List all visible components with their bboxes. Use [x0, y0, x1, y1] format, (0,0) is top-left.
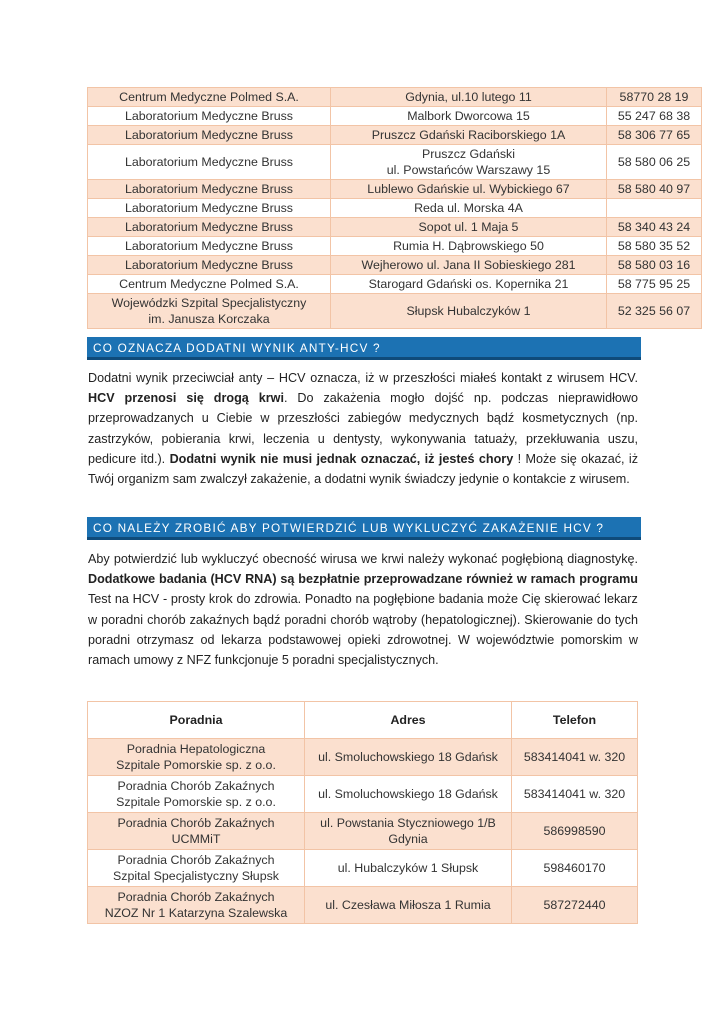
lab-phone: 55 247 68 38: [607, 107, 702, 126]
lab-name: Laboratorium Medyczne Bruss: [88, 218, 331, 237]
lab-name: Centrum Medyczne Polmed S.A.: [88, 275, 331, 294]
paragraph-text: Dodatni wynik przeciwciał anty – HCV oznacza, iż w przeszłości miałeś kontakt z wirusem HCV.: [88, 371, 638, 385]
paragraph-text: Test na HCV - prosty krok do zdrowia. Ponadto na pogłębione badania może Cię skierować lekarz w poradni chorób zakaźnych bądź poradni chorób wątroby (hepatologicznej). Skierowanie do tych poradni otrzymasz od lekarza podstawowej opieki zdrowotnej. W województwie pomorskim w ramach umowy z NFZ funkcjonuje 5 poradni specjalistycznych.: [88, 592, 638, 668]
clinic-name-line1: Poradnia Chorób Zakaźnych: [117, 816, 275, 830]
lab-address: Starogard Gdański os. Kopernika 21: [331, 275, 607, 294]
lab-address: Gdynia, ul.10 lutego 11: [331, 88, 607, 107]
header-clinic: Poradnia: [88, 702, 305, 739]
clinic-name: [88, 850, 305, 887]
lab-phone: 58 580 40 97: [607, 180, 702, 199]
lab-phone: [607, 199, 702, 218]
clinic-address: [305, 813, 512, 850]
clinic-name-line1: Poradnia Hepatologiczna: [126, 742, 266, 756]
clinic-name-line2: Szpitale Pomorskie sp. z o.o.: [116, 758, 276, 772]
clinic-address: ul. Smoluchowskiego 18 Gdańsk: [305, 739, 512, 776]
lab-name-line2: im. Janusza Korczaka: [148, 312, 270, 326]
lab-address: Sopot ul. 1 Maja 5: [331, 218, 607, 237]
lab-address: Malbork Dworcowa 15: [331, 107, 607, 126]
clinic-address: ul. Hubalczyków 1 Słupsk: [305, 850, 512, 887]
section-paragraph-positive-result: [88, 368, 638, 489]
clinic-address-line1: ul. Powstania Styczniowego 1/B: [320, 816, 496, 830]
lab-address-line1: Pruszcz Gdański: [422, 147, 515, 161]
paragraph-bold-text: Dodatkowe badania (HCV RNA) są bezpłatnie przeprowadzane również w ramach programu: [88, 572, 638, 587]
table-row: [88, 88, 702, 107]
lab-phone: 58 580 35 52: [607, 237, 702, 256]
clinic-phone: 583414041 w. 320: [512, 776, 638, 813]
lab-name: Laboratorium Medyczne Bruss: [88, 180, 331, 199]
clinic-name-line2: NZOZ Nr 1 Katarzyna Szalewska: [104, 906, 288, 920]
clinic-address-line2: Gdynia: [388, 832, 428, 846]
lab-name-line1: Wojewódzki Szpital Specjalistyczny: [111, 296, 307, 310]
paragraph-text: Aby potwierdzić lub wykluczyć obecność wirusa we krwi należy wykonać pogłębioną diagnostykę.: [88, 552, 638, 566]
clinic-name: [88, 739, 305, 776]
table-row: [88, 739, 638, 776]
table-row: [88, 776, 638, 813]
section-paragraph-confirm-infection: [88, 549, 638, 670]
table-row: [88, 145, 702, 180]
lab-phone: 58 580 03 16: [607, 256, 702, 275]
clinic-phone: 587272440: [512, 887, 638, 924]
table-header-row: [88, 702, 638, 739]
lab-phone: 58770 28 19: [607, 88, 702, 107]
clinic-address: ul. Smoluchowskiego 18 Gdańsk: [305, 776, 512, 813]
clinic-phone: 583414041 w. 320: [512, 739, 638, 776]
lab-address: Wejherowo ul. Jana II Sobieskiego 281: [331, 256, 607, 275]
lab-address: Rumia H. Dąbrowskiego 50: [331, 237, 607, 256]
lab-phone: 52 325 56 07: [607, 294, 702, 329]
paragraph-text: ! Może się okazać, iż Twój organizm sam zwalczył zakażenie, a dodatni wynik świadczy jedynie o kontakcie z wirusem.: [88, 451, 638, 487]
clinic-address: ul. Czesława Miłosza 1 Rumia: [305, 887, 512, 924]
paragraph-text: . Do zakażenia mogło dojść np. podczas nieprawidłowo przeprowadzanych u Ciebie w przeszłości zabiegów medycznych bądź kosmetycznych (np. zastrzyków, pobierania krwi, leczenia u dentysty, wykonywania tatuaży, przekłuwania uszu, pedicure itd.).: [88, 391, 638, 466]
lab-address: Reda ul. Morska 4A: [331, 199, 607, 218]
lab-name: Laboratorium Medyczne Bruss: [88, 107, 331, 126]
lab-name: Laboratorium Medyczne Bruss: [88, 126, 331, 145]
table-row: [88, 218, 702, 237]
lab-name: Laboratorium Medyczne Bruss: [88, 256, 331, 275]
section-header-positive-result: CO OZNACZA DODATNI WYNIK ANTY-HCV ?: [87, 337, 641, 360]
lab-name: Laboratorium Medyczne Bruss: [88, 199, 331, 218]
lab-name: Laboratorium Medyczne Bruss: [88, 237, 331, 256]
lab-address-line2: ul. Powstańców Warszawy 15: [386, 163, 551, 177]
clinic-name-line1: Poradnia Chorób Zakaźnych: [117, 890, 275, 904]
clinic-name: [88, 776, 305, 813]
clinic-name-line1: Poradnia Chorób Zakaźnych: [117, 853, 275, 867]
paragraph-bold-text: Dodatni wynik nie musi jednak oznaczać, iż jesteś chory: [169, 451, 514, 466]
lab-address: [331, 145, 607, 180]
clinic-name-line2: Szpital Specjalistyczny Słupsk: [113, 869, 279, 883]
table-row: [88, 887, 638, 924]
lab-phone: 58 580 06 25: [607, 145, 702, 180]
lab-name: Centrum Medyczne Polmed S.A.: [88, 88, 331, 107]
table-row: [88, 237, 702, 256]
table-row: [88, 256, 702, 275]
table-row: [88, 294, 702, 329]
clinic-name: [88, 813, 305, 850]
lab-address: Lublewo Gdańskie ul. Wybickiego 67: [331, 180, 607, 199]
table-row: [88, 850, 638, 887]
clinic-name-line1: Poradnia Chorób Zakaźnych: [117, 779, 275, 793]
clinic-name-line2: Szpitale Pomorskie sp. z o.o.: [116, 795, 276, 809]
clinic-phone: 598460170: [512, 850, 638, 887]
table-row: [88, 813, 638, 850]
lab-address: Słupsk Hubalczyków 1: [331, 294, 607, 329]
clinic-phone: 586998590: [512, 813, 638, 850]
table-row: [88, 126, 702, 145]
lab-phone: 58 340 43 24: [607, 218, 702, 237]
lab-name: Laboratorium Medyczne Bruss: [88, 145, 331, 180]
header-phone: Telefon: [512, 702, 638, 739]
clinics-table: [87, 701, 638, 924]
table-row: [88, 180, 702, 199]
lab-phone: 58 775 95 25: [607, 275, 702, 294]
paragraph-bold-text: HCV przenosi się drogą krwi: [88, 391, 284, 406]
clinic-name-line2: UCMMiT: [171, 832, 221, 846]
table-row: [88, 199, 702, 218]
labs-table: [87, 87, 702, 329]
lab-address: Pruszcz Gdański Raciborskiego 1A: [331, 126, 607, 145]
clinic-name: [88, 887, 305, 924]
header-address: Adres: [305, 702, 512, 739]
table-row: [88, 275, 702, 294]
table-row: [88, 107, 702, 126]
lab-name: [88, 294, 331, 329]
lab-phone: 58 306 77 65: [607, 126, 702, 145]
section-header-confirm-infection: CO NALEŻY ZROBIĆ ABY POTWIERDZIĆ LUB WYKLUCZYĆ ZAKAŻENIE HCV ?: [87, 517, 641, 540]
